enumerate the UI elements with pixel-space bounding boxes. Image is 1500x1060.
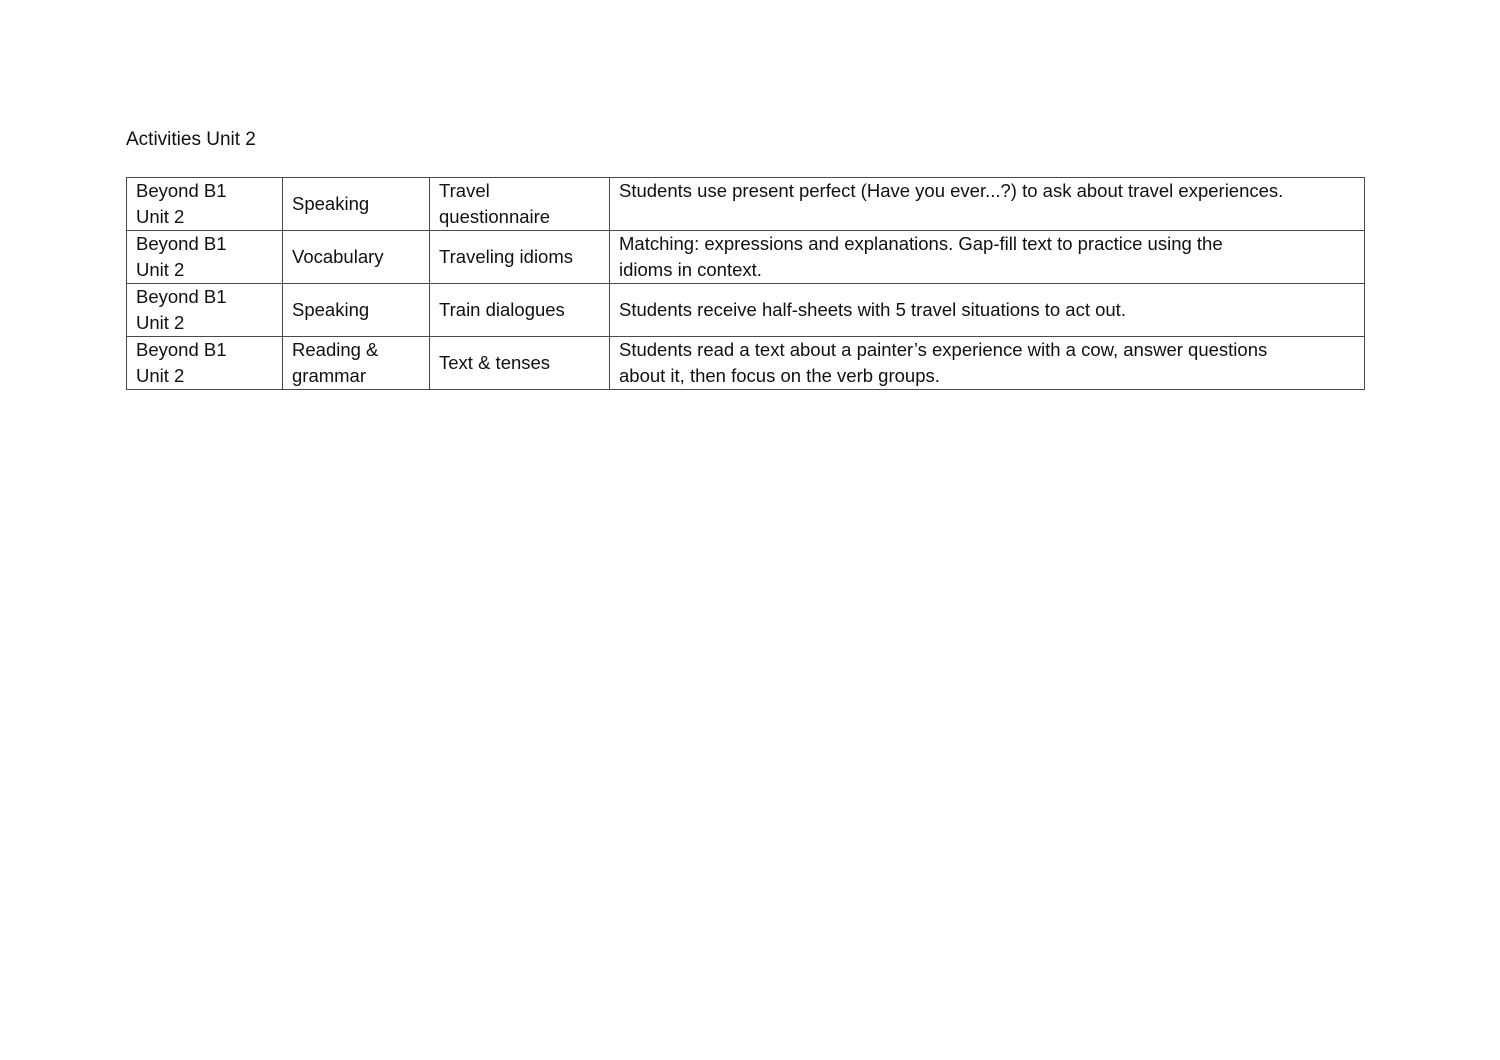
skill-cell bbox=[283, 284, 430, 337]
course-cell bbox=[127, 178, 283, 231]
table-row bbox=[127, 231, 1365, 284]
description-line: Students use present perfect (Have you ever...?) to ask about travel experiences. bbox=[619, 180, 1284, 201]
course-cell bbox=[127, 284, 283, 337]
table-row bbox=[127, 178, 1365, 231]
skill-line: grammar bbox=[292, 365, 367, 386]
course-line: Unit 2 bbox=[136, 206, 185, 227]
course-line: Beyond B1 bbox=[136, 339, 227, 360]
activity-cell bbox=[430, 337, 610, 390]
activities-table bbox=[126, 177, 1365, 390]
course-cell bbox=[127, 231, 283, 284]
description-cell bbox=[610, 231, 1365, 284]
skill-cell bbox=[283, 231, 430, 284]
activity-line: Travel bbox=[439, 180, 490, 201]
skill-cell bbox=[283, 337, 430, 390]
table-row bbox=[127, 337, 1365, 390]
document-title: Activities Unit 2 bbox=[126, 129, 256, 150]
activity-line: Traveling idioms bbox=[439, 246, 573, 267]
activity-cell bbox=[430, 231, 610, 284]
activity-line: questionnaire bbox=[439, 206, 551, 227]
description-line: about it, then focus on the verb groups. bbox=[619, 365, 940, 386]
course-line: Unit 2 bbox=[136, 365, 185, 386]
description-cell bbox=[610, 337, 1365, 390]
activity-line: Train dialogues bbox=[439, 299, 565, 320]
description-line: Matching: expressions and explanations. Gap-fill text to practice using the bbox=[619, 233, 1223, 254]
course-cell bbox=[127, 337, 283, 390]
skill-line: Vocabulary bbox=[292, 246, 384, 267]
skill-line: Speaking bbox=[292, 299, 370, 320]
skill-cell bbox=[283, 178, 430, 231]
skill-line: Reading & bbox=[292, 339, 379, 360]
course-line: Unit 2 bbox=[136, 312, 185, 333]
description-line: Students receive half-sheets with 5 travel situations to act out. bbox=[619, 299, 1126, 320]
activity-line: Text & tenses bbox=[439, 352, 551, 373]
course-line: Beyond B1 bbox=[136, 286, 227, 307]
course-line: Unit 2 bbox=[136, 259, 185, 280]
course-line: Beyond B1 bbox=[136, 233, 227, 254]
description-cell bbox=[610, 178, 1365, 231]
activity-cell bbox=[430, 284, 610, 337]
table-row bbox=[127, 284, 1365, 337]
skill-line: Speaking bbox=[292, 193, 370, 214]
description-cell bbox=[610, 284, 1365, 337]
course-line: Beyond B1 bbox=[136, 180, 227, 201]
description-line: idioms in context. bbox=[619, 259, 762, 280]
activity-cell bbox=[430, 178, 610, 231]
description-line: Students read a text about a painter’s experience with a cow, answer questions bbox=[619, 339, 1268, 360]
